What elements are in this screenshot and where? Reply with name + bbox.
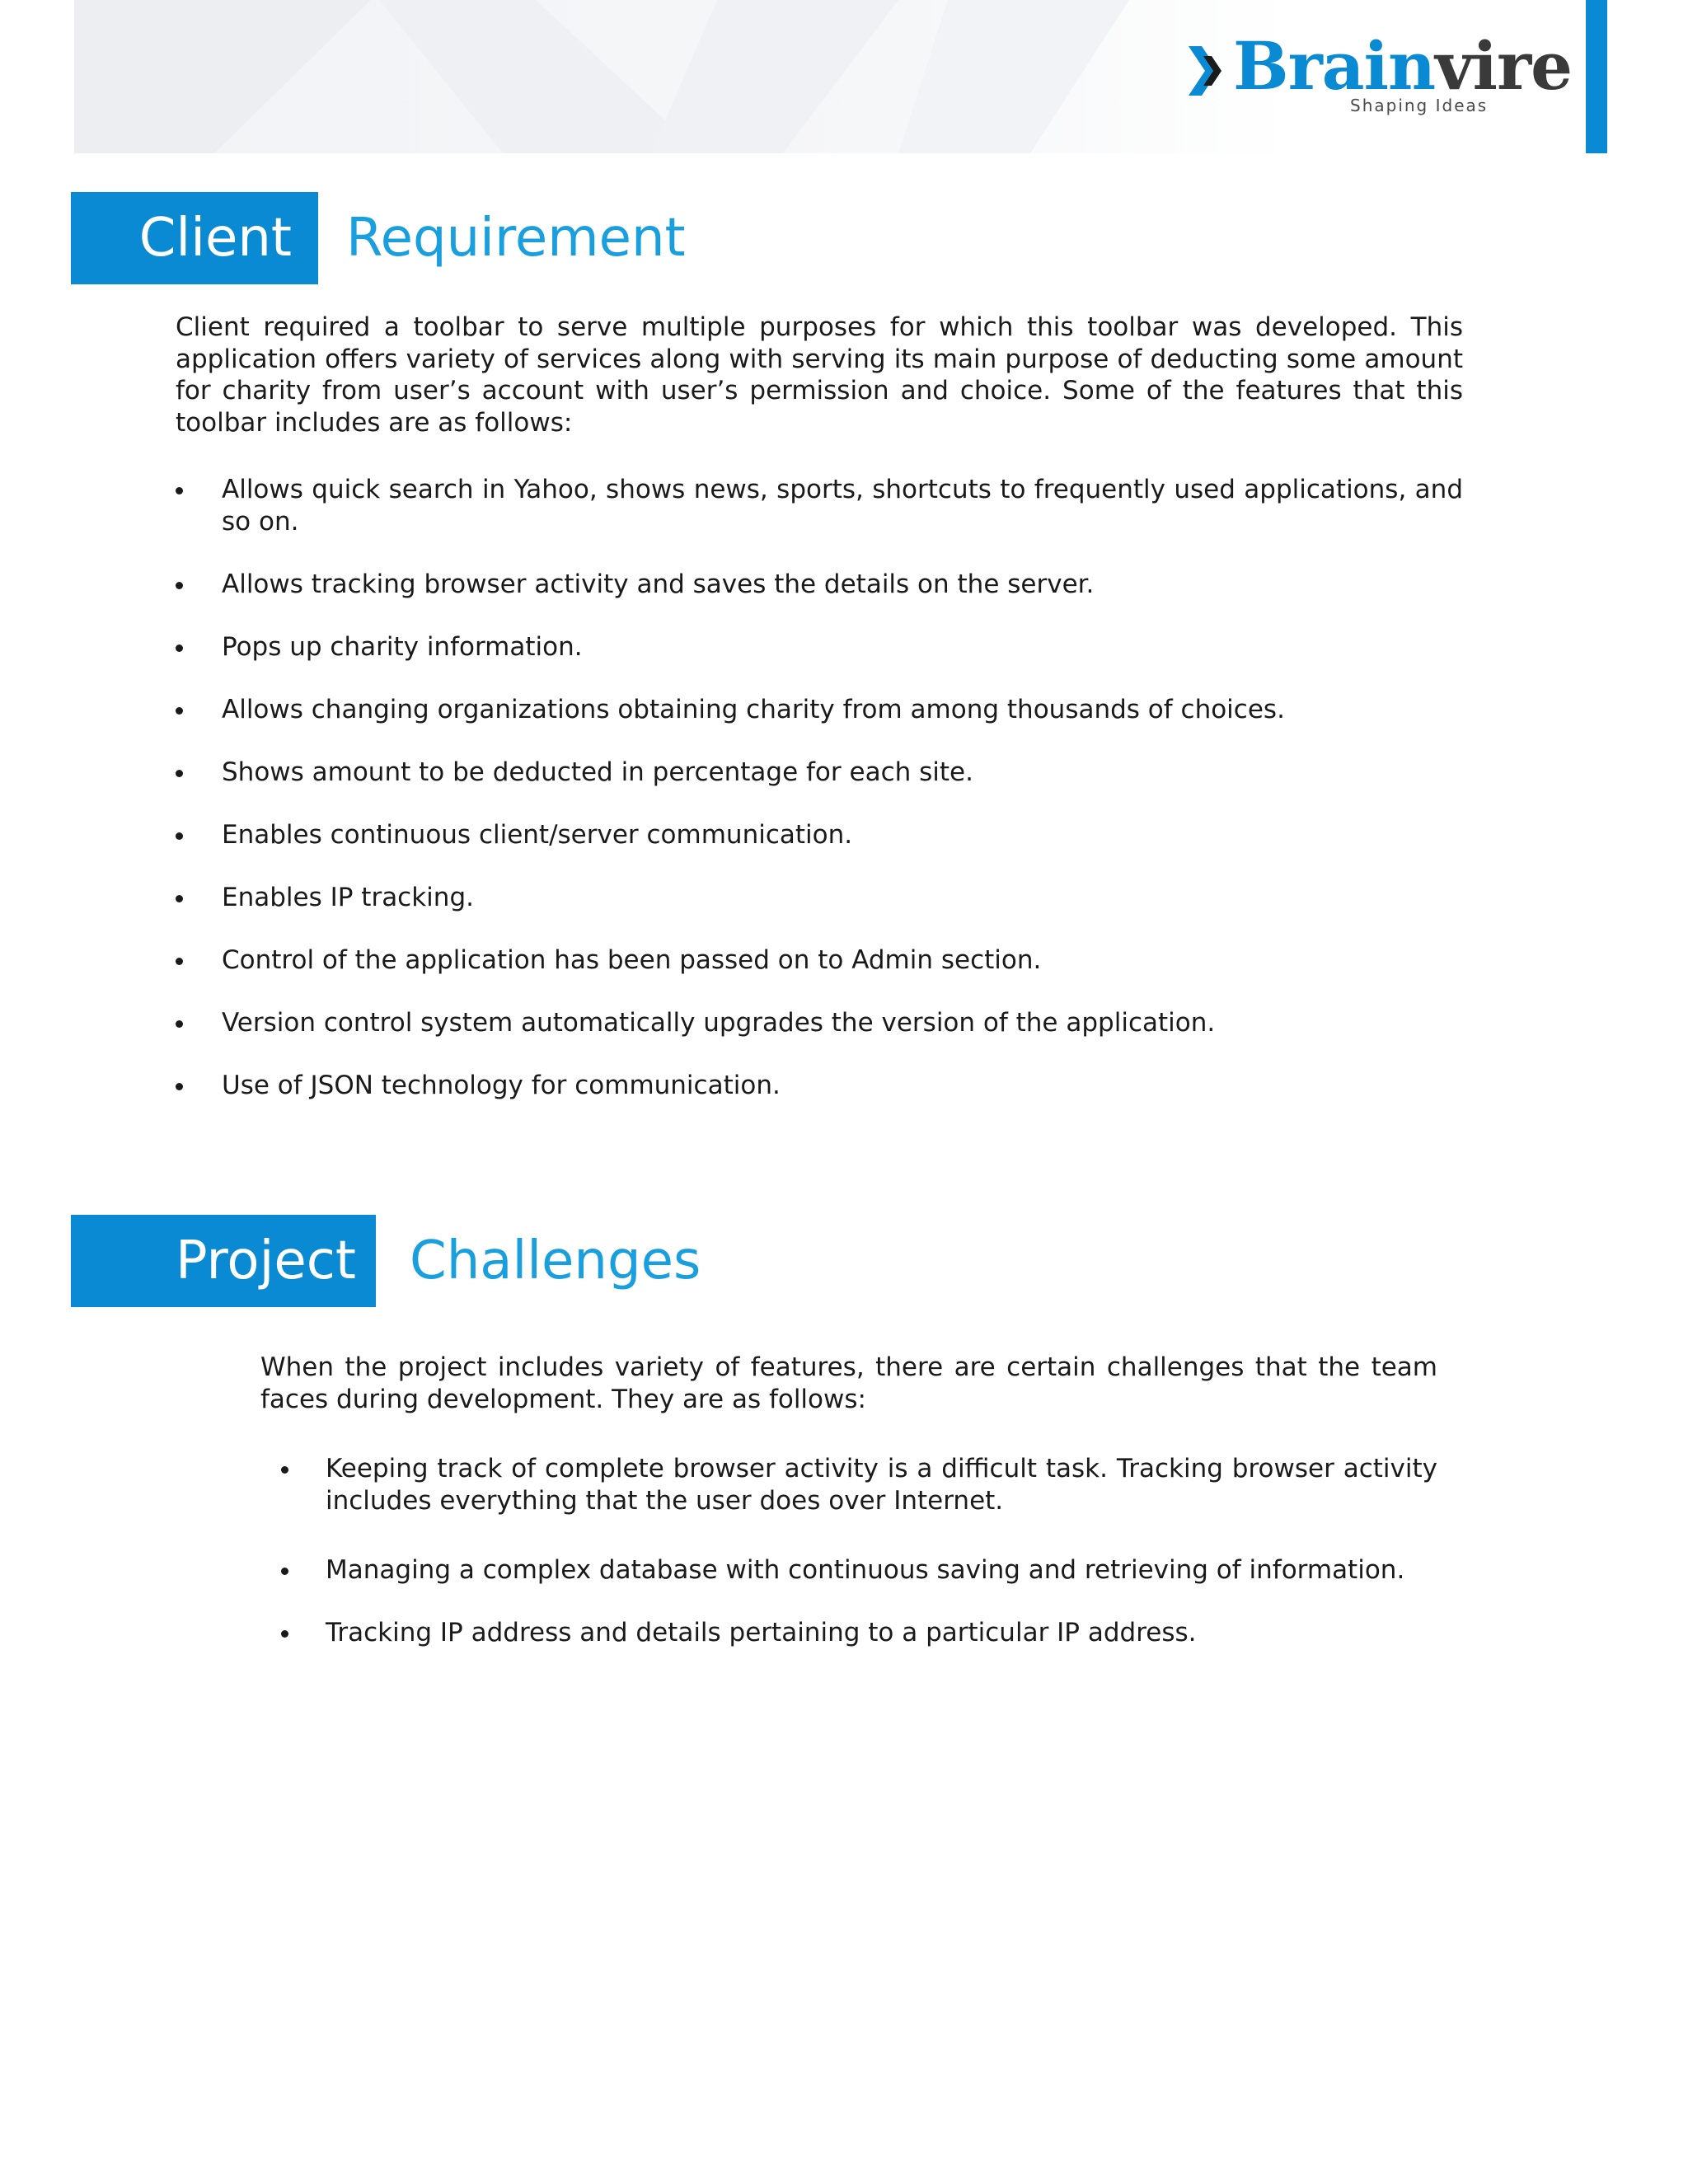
logo-wordmark: [1233, 28, 1572, 104]
heading-text-requirement: Requirement: [346, 208, 686, 269]
list-item: [260, 1453, 1437, 1516]
list-item: [176, 757, 1463, 788]
heading-box-client: Client: [71, 192, 318, 284]
list-item: [176, 944, 1463, 976]
list-item-text: Managing a complex database with continuous saving and retrieving of information.: [326, 1555, 1405, 1585]
list-item-text: Enables continuous client/server communication.: [222, 820, 853, 850]
list-item: [176, 882, 1463, 913]
list-item: [176, 631, 1463, 663]
bullet-dot-icon: [176, 707, 183, 715]
heading-text-challenges: Challenges: [410, 1230, 701, 1291]
list-item: [176, 1007, 1463, 1038]
client-requirement-list: [176, 474, 1463, 1101]
bullet-dot-icon: [176, 1020, 183, 1028]
list-item-text: Pops up charity information.: [222, 632, 583, 662]
list-item-text: Keeping track of complete browser activity is a difficult task. Tracking browser activity includes everything that the user does over Internet.: [326, 1454, 1437, 1516]
list-item-text: Tracking IP address and details pertaining to a particular IP address.: [326, 1618, 1197, 1647]
bullet-dot-icon: [176, 770, 183, 777]
list-item-text: Enables IP tracking.: [222, 883, 474, 912]
logo-chevron-icon: [1185, 45, 1226, 97]
list-item: [176, 694, 1463, 725]
bullet-dot-icon: [176, 487, 183, 494]
bullet-dot-icon: [176, 1083, 183, 1090]
bullet-dot-icon: [176, 644, 183, 652]
list-item: [176, 474, 1463, 537]
bullet-dot-icon: [176, 582, 183, 589]
list-item: [176, 819, 1463, 851]
brainvire-logo: [1185, 27, 1573, 122]
list-item-text: Control of the application has been passed on to Admin section.: [222, 945, 1042, 975]
list-item: [260, 1617, 1437, 1648]
bullet-dot-icon: [176, 832, 183, 840]
header-accent-bar: [1586, 0, 1607, 153]
list-item-text: Allows quick search in Yahoo, shows news, sports, shortcuts to frequently used applications, and so on.: [222, 475, 1463, 537]
list-item: [176, 1070, 1463, 1101]
list-item-text: Allows tracking browser activity and saves the details on the server.: [222, 569, 1095, 599]
list-item-text: Use of JSON technology for communication.: [222, 1071, 781, 1100]
list-item-text: Allows changing organizations obtaining charity from among thousands of choices.: [222, 695, 1285, 724]
heading-box-project: Project: [71, 1215, 376, 1307]
bullet-dot-icon: [281, 1630, 288, 1638]
logo-word-part2: vire: [1435, 27, 1573, 105]
logo-word-part1: Brain: [1233, 27, 1436, 105]
list-item: [176, 569, 1463, 600]
bullet-dot-icon: [281, 1568, 288, 1575]
list-item-text: Version control system automatically upgrades the version of the application.: [222, 1008, 1216, 1038]
bullet-dot-icon: [281, 1466, 288, 1474]
logo-tagline: Shaping Ideas: [1350, 96, 1489, 115]
list-item: [260, 1554, 1437, 1586]
bullet-dot-icon: [176, 958, 183, 965]
section-heading-client-requirement: [71, 192, 813, 284]
section-heading-project-challenges: [71, 1215, 813, 1307]
project-challenges-list: [260, 1453, 1437, 1648]
client-requirement-intro: Client required a toolbar to serve multiple purposes for which this toolbar was developed. This application offers variety of services along with serving its main purpose of deducting some amount for charity from user’s account with user’s permission and choice. Some of the features that this toolbar includes are as follows:: [176, 312, 1463, 438]
project-challenges-intro: When the project includes variety of features, there are certain challenges that the team faces during development. They are as follows:: [260, 1352, 1437, 1414]
bullet-dot-icon: [176, 895, 183, 902]
list-item-text: Shows amount to be deducted in percentage for each site.: [222, 757, 973, 787]
